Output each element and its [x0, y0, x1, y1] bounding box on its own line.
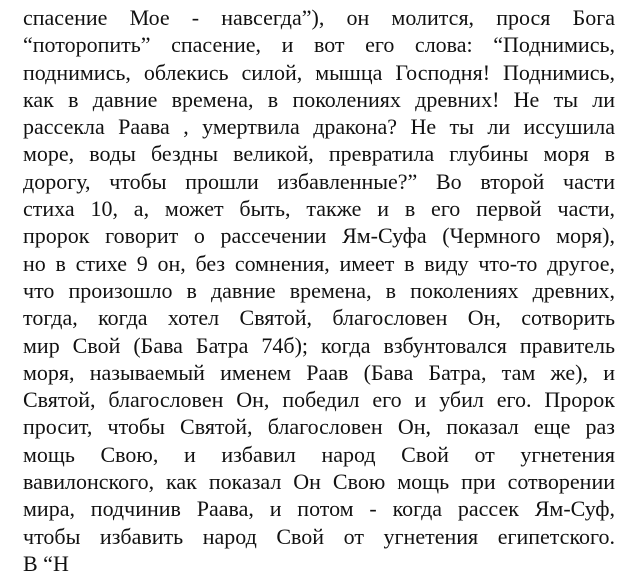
text-line: вавилонского, как показал Он Свою мощь при сотворении: [23, 469, 615, 495]
text-line: мира, подчинив Раава, и потом - когда рассек Ям-Суф,: [23, 496, 615, 522]
text-line: стиха 10, а, может быть, также и в его первой части,: [23, 196, 615, 222]
text-line: “поторопить” спасение, и вот его слова: “Поднимись,: [23, 32, 615, 58]
text-line: просит, чтобы Святой, благословен Он, показал еще раз: [23, 414, 615, 440]
text-line: рассекла Раава , умертвила дракона? Не ты ли иссушила: [23, 114, 615, 140]
text-line: но в стихе 9 он, без сомнения, имеет в виду что-то другое,: [23, 250, 615, 276]
text-line: моря, называемый именем Раав (Бава Батра, там же), и: [23, 359, 615, 385]
text-line: мир Свой (Бава Батра 74б); когда взбунтовался правитель: [23, 332, 615, 358]
text-line: пророк говорит о рассечении Ям-Суфа (Чермного моря),: [23, 223, 615, 249]
text-line: дорогу, чтобы прошли избавленные?” Во второй части: [23, 168, 615, 194]
text-line: Святой, благословен Он, победил его и убил его. Пророк: [23, 387, 615, 413]
text-line: спасение Мое - навсегда”), он молится, прося Бога: [23, 5, 615, 30]
text-line: тогда, когда хотел Святой, благословен Он, сотворить: [23, 305, 615, 331]
document-text: [23, 4, 615, 577]
text-line: чтобы избавить народ Свой от угнетения египетского.: [23, 523, 615, 549]
text-line: море, воды бездны великой, превратила глубины моря в: [23, 141, 615, 167]
text-line: мощь Свою, и избавил народ Свой от угнетения: [23, 441, 615, 467]
text-line: поднимись, облекись силой, мышца Господня! Поднимись,: [23, 59, 615, 85]
text-line-cut-off: В “Н: [23, 550, 69, 576]
text-line: как в давние времена, в поколениях древних! Не ты ли: [23, 86, 615, 112]
text-line: что произошло в давние времена, в поколениях древних,: [23, 277, 615, 303]
